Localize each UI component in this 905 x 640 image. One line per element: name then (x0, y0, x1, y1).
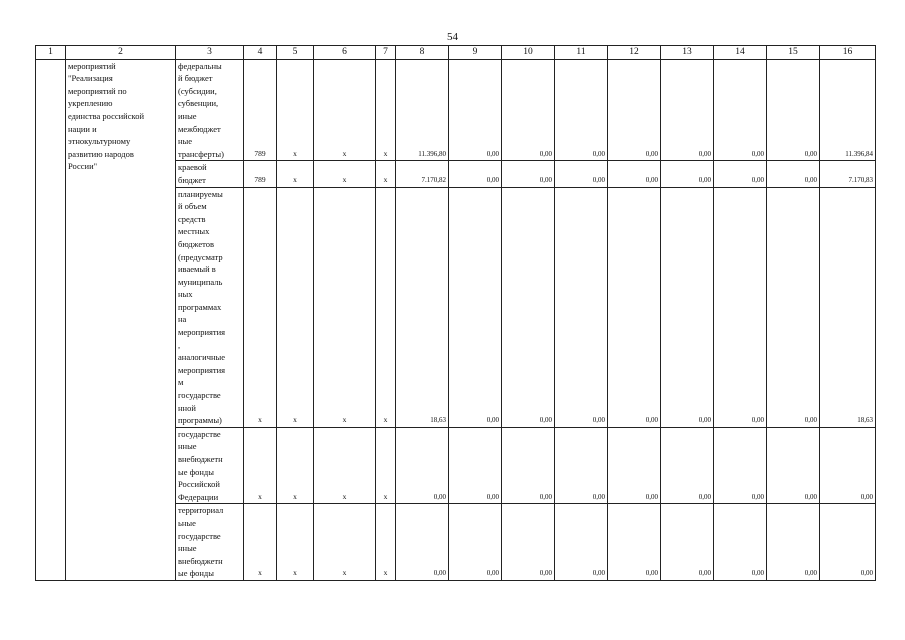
value-cell-c14: 0,00 (714, 187, 767, 427)
value-cell-c9: 0,00 (449, 504, 502, 581)
page-number: 54 (447, 31, 458, 43)
value-cell-c14: 0,00 (714, 504, 767, 581)
value-cell-c15: 0,00 (767, 161, 820, 187)
funding-source-cell: государстве нные внебюджетн ые фонды Российской Федерации (176, 427, 244, 504)
value-cell-c7: х (376, 59, 396, 161)
value-cell-c7: х (376, 187, 396, 427)
value-cell-c6: х (314, 161, 376, 187)
col-header: 7 (376, 46, 396, 60)
value-cell-c14: 0,00 (714, 161, 767, 187)
value-cell-c4: х (244, 504, 277, 581)
value-cell-c9: 0,00 (449, 427, 502, 504)
value-cell-c16: 0,00 (820, 504, 876, 581)
header-row (36, 46, 876, 60)
col-header: 5 (277, 46, 314, 60)
value-cell-c12: 0,00 (608, 59, 661, 161)
col-header: 11 (555, 46, 608, 60)
value-cell-c10: 0,00 (502, 504, 555, 581)
value-cell-c12: 0,00 (608, 187, 661, 427)
value-cell-c9: 0,00 (449, 161, 502, 187)
value-cell-c4: 789 (244, 59, 277, 161)
value-cell-c16: 18,63 (820, 187, 876, 427)
value-cell-c8: 11.396,80 (396, 59, 449, 161)
value-cell-c13: 0,00 (661, 504, 714, 581)
value-cell-c8: 18,63 (396, 187, 449, 427)
value-cell-c6: х (314, 427, 376, 504)
value-cell-c12: 0,00 (608, 161, 661, 187)
value-cell-c8: 0,00 (396, 427, 449, 504)
value-cell-c16: 0,00 (820, 427, 876, 504)
col-header: 2 (66, 46, 176, 60)
value-cell-c12: 0,00 (608, 504, 661, 581)
funding-source-cell: федеральны й бюджет (субсидии, субвенции, иные межбюджет ные трансферты) (176, 59, 244, 161)
value-cell-c13: 0,00 (661, 161, 714, 187)
value-cell-c9: 0,00 (449, 187, 502, 427)
value-cell-c15: 0,00 (767, 187, 820, 427)
value-cell-c11: 0,00 (555, 427, 608, 504)
funding-source-cell: территориал ьные государстве нные внебюджетн ые фонды (176, 504, 244, 581)
value-cell-c4: 789 (244, 161, 277, 187)
value-cell-c11: 0,00 (555, 504, 608, 581)
program-name-cell: мероприятий "Реализация мероприятий по укреплению единства российской нации и этнокультурному развитию народов России" (66, 59, 176, 580)
value-cell-c10: 0,00 (502, 427, 555, 504)
value-cell-c15: 0,00 (767, 504, 820, 581)
value-cell-c6: х (314, 187, 376, 427)
value-cell-c4: х (244, 427, 277, 504)
value-cell-c6: х (314, 59, 376, 161)
value-cell-c5: х (277, 427, 314, 504)
col-header: 14 (714, 46, 767, 60)
value-cell-c10: 0,00 (502, 59, 555, 161)
col-header: 8 (396, 46, 449, 60)
value-cell-c13: 0,00 (661, 427, 714, 504)
value-cell-c13: 0,00 (661, 187, 714, 427)
value-cell-c7: х (376, 504, 396, 581)
funding-table (35, 45, 876, 581)
col-header: 3 (176, 46, 244, 60)
value-cell-c11: 0,00 (555, 161, 608, 187)
value-cell-c5: х (277, 504, 314, 581)
table-row (36, 59, 876, 161)
funding-source-cell: планируемы й объем средств местных бюджетов (предусматр иваемый в муниципаль ных программах на мероприятия , аналогичные мероприятия м государстве нной программы) (176, 187, 244, 427)
col-header: 1 (36, 46, 66, 60)
value-cell-c10: 0,00 (502, 187, 555, 427)
value-cell-c7: х (376, 427, 396, 504)
value-cell-c15: 0,00 (767, 59, 820, 161)
col-header: 9 (449, 46, 502, 60)
value-cell-c11: 0,00 (555, 187, 608, 427)
value-cell-c14: 0,00 (714, 59, 767, 161)
col-header: 15 (767, 46, 820, 60)
value-cell-c15: 0,00 (767, 427, 820, 504)
col-header: 12 (608, 46, 661, 60)
value-cell-c16: 11.396,84 (820, 59, 876, 161)
value-cell-c8: 0,00 (396, 504, 449, 581)
value-cell-c5: х (277, 161, 314, 187)
value-cell-c11: 0,00 (555, 59, 608, 161)
funding-source-cell: краевой бюджет (176, 161, 244, 187)
value-cell-c5: х (277, 59, 314, 161)
value-cell-c9: 0,00 (449, 59, 502, 161)
value-cell-c10: 0,00 (502, 161, 555, 187)
value-cell-c13: 0,00 (661, 59, 714, 161)
col-header: 10 (502, 46, 555, 60)
value-cell-c16: 7.170,83 (820, 161, 876, 187)
value-cell-c6: х (314, 504, 376, 581)
value-cell-c5: х (277, 187, 314, 427)
col-header: 13 (661, 46, 714, 60)
value-cell-c8: 7.170,82 (396, 161, 449, 187)
col-header: 16 (820, 46, 876, 60)
col-header: 6 (314, 46, 376, 60)
value-cell-c12: 0,00 (608, 427, 661, 504)
row-number-cell (36, 59, 66, 580)
col-header: 4 (244, 46, 277, 60)
value-cell-c14: 0,00 (714, 427, 767, 504)
value-cell-c4: х (244, 187, 277, 427)
value-cell-c7: х (376, 161, 396, 187)
